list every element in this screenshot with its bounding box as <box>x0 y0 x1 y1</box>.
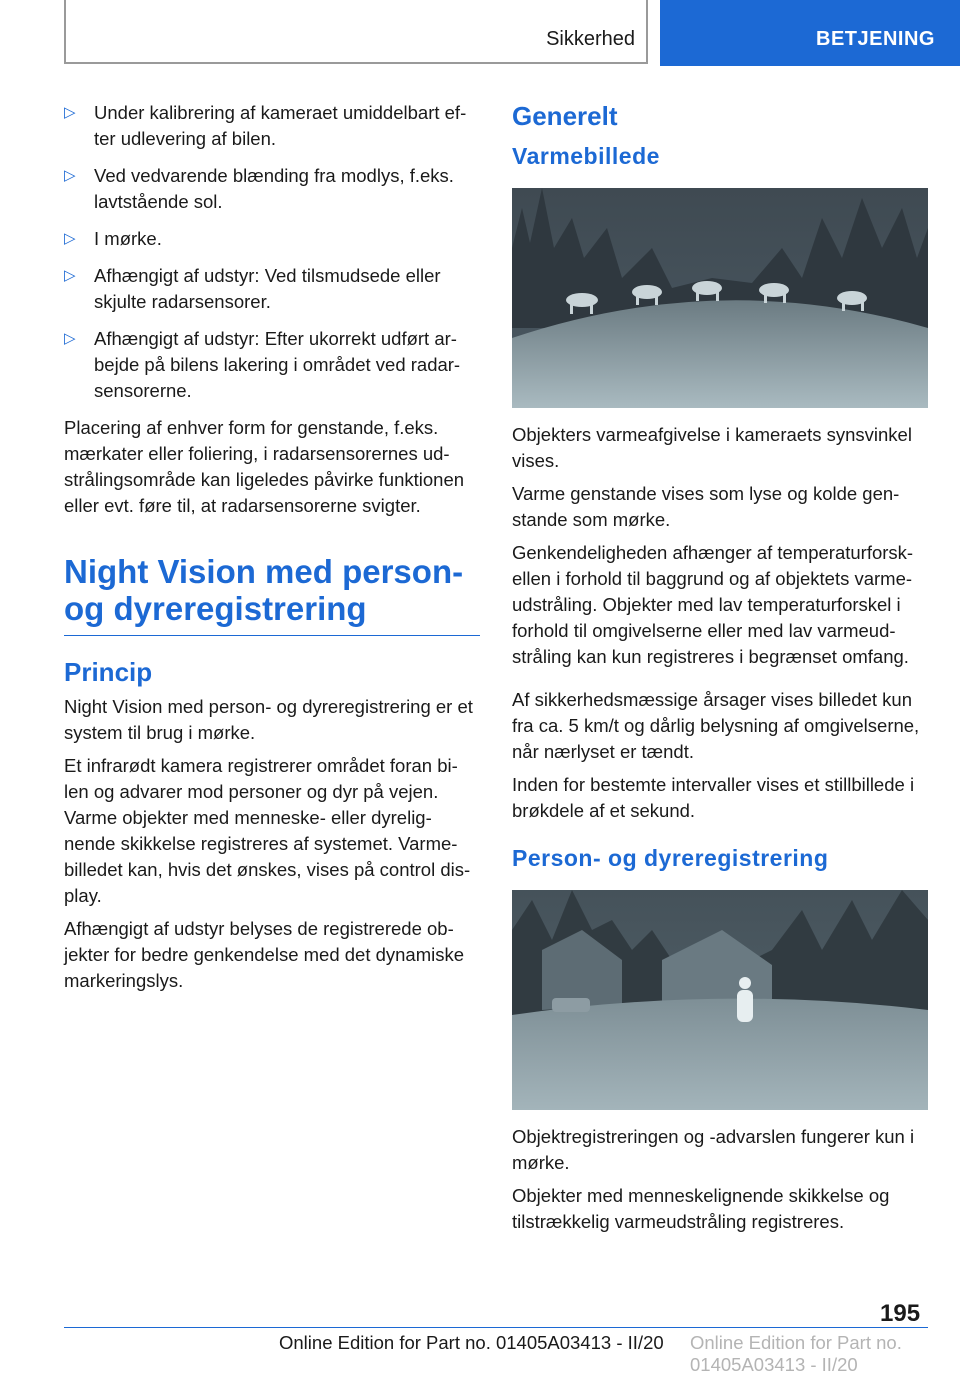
list-item <box>64 226 480 252</box>
triangle-bullet-icon: ▷ <box>64 167 76 184</box>
list-item-text: Afhængigt af udstyr: Efter ukorrekt udført ar-bejde på bilens lakering i området ved radar-sensorerne. <box>94 328 461 401</box>
body-paragraph: Objekters varmeafgivelse i kameraets synsvinkel vises. <box>512 424 912 471</box>
triangle-bullet-icon: ▷ <box>64 104 76 121</box>
thermal-pedestrian-illustration <box>512 890 928 1110</box>
body-paragraph: Af sikkerhedsmæssige årsager vises billedet kun fra ca. 5 km/t og dårlig belysning af omgivelserne, når nærlyset er tændt. <box>512 689 920 762</box>
watermark: Online Edition for Part no. 01405A03413 - II/20 <box>690 1332 902 1375</box>
body-paragraph: Afhængigt af udstyr belyses de registrerede ob-jekter for bedre genkendelse med det dynamiske markeringslys. <box>64 918 465 991</box>
right-column <box>512 100 928 1242</box>
body-paragraph: Inden for bestemte intervaller vises et stillbillede i brøkdele af et sekund. <box>512 774 915 821</box>
paragraph-spacer <box>512 677 928 687</box>
general-heading: Generelt <box>512 101 618 131</box>
list-item-text: Ved vedvarende blænding fra modlys, f.eks. lavtstående sol. <box>94 165 454 212</box>
list-item-text: I mørke. <box>94 228 162 249</box>
thermal-image-heading: Varmebillede <box>512 143 660 169</box>
chapter-tab <box>660 0 960 66</box>
list-item-text: Under kalibrering af kameraet umiddelbart ef-ter udlevering af bilen. <box>94 102 467 149</box>
triangle-bullet-icon: ▷ <box>64 230 76 247</box>
detection-heading: Person- og dyreregistrering <box>512 845 829 871</box>
list-item <box>64 163 480 215</box>
list-item <box>64 263 480 315</box>
triangle-bullet-icon: ▷ <box>64 330 76 347</box>
list-item <box>64 326 480 404</box>
footer-divider <box>64 1327 928 1328</box>
page-number: 195 <box>880 1300 921 1327</box>
body-paragraph: Night Vision med person- og dyreregistrering er et system til brug i mørke. <box>64 696 473 743</box>
body-paragraph: Objekter med menneskelignende skikkelse og tilstrækkelig varmeudstråling registreres. <box>512 1185 890 1232</box>
chapter-tab-label: BETJENING <box>816 28 935 50</box>
body-paragraph: Objektregistreringen og -advarslen fungerer kun i mørke. <box>512 1126 915 1173</box>
body-paragraph: Placering af enhver form for genstande, f.eks. mærkater eller foliering, i radarsensorernes ud-strålingsområde kan ligeledes påvirke funktionen eller evt. føre til, at radarsensorerne svigter. <box>64 417 465 516</box>
section-label: Sikkerhed <box>546 28 635 50</box>
body-paragraph: Genkendeligheden afhænger af temperaturforsk-ellen i forhold til baggrund og af objektets varme-udstråling. Objekter med lav temperaturforskel i forhold til omgivelserne eller med lav varmeud-stråling kan kun registreres i begrænset omfang. <box>512 542 914 667</box>
edition-footer: Online Edition for Part no. 01405A03413 - II/20 <box>279 1332 664 1353</box>
list-item <box>64 100 480 152</box>
body-paragraph: Varme genstande vises som lyse og kolde gen-stande som mørke. <box>512 483 900 530</box>
chapter-title: Night Vision med person- og dyreregistrering <box>64 553 480 636</box>
list-item-text: Afhængigt af udstyr: Ved tilsmudsede eller skjulte radarsensorer. <box>94 265 441 312</box>
left-column <box>64 100 480 1001</box>
principle-heading: Princip <box>64 657 153 687</box>
thermal-animals-illustration <box>512 188 928 408</box>
body-paragraph: Et infrarødt kamera registrerer området foran bi-len og advarer mod personer og dyr på vejen. Varme objekter med menneske- eller dyrelig-nende skikkelse registreres af systemet. Varme-billedet kan, hvis det ønskes, vises på control dis-play. <box>64 755 471 906</box>
triangle-bullet-icon: ▷ <box>64 267 76 284</box>
